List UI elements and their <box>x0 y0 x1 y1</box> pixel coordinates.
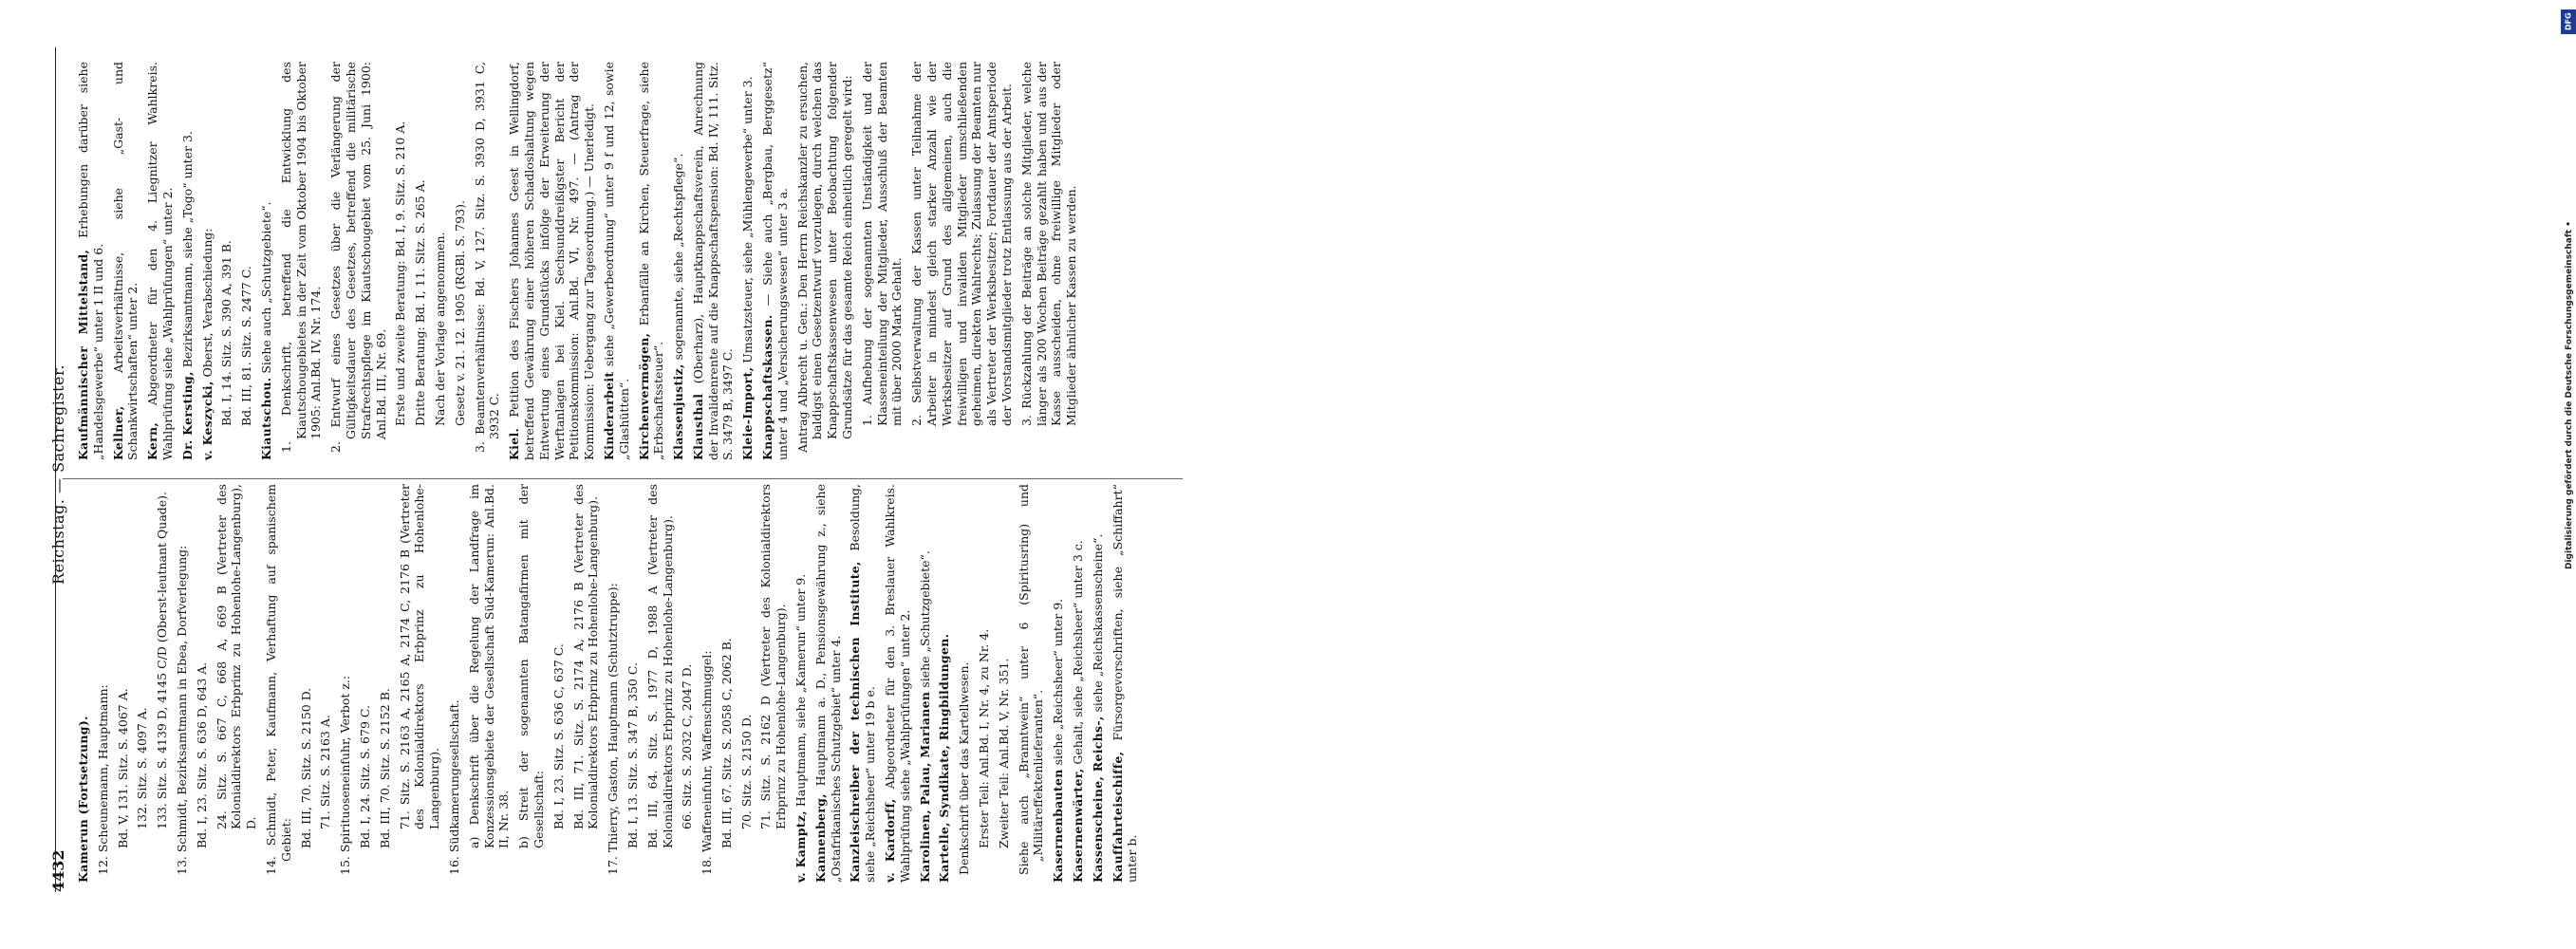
index-keyword: Dr. Kersting, <box>179 371 195 460</box>
index-entry: 18. Waffeneinfuhr, Waffenschmuggel: <box>700 650 715 875</box>
index-entry: 13. Schmidt, Bezirksamtmann in Ebea, Dorfverlegung: <box>174 545 189 875</box>
index-entry: Bd. III, 70. Sitz. S. 2152 B. <box>377 688 392 848</box>
index-keyword: Kaufmännischer Mittelstand, <box>76 249 90 460</box>
index-entry: Bd. V, 131. Sitz. S. 4067 A. <box>115 688 130 848</box>
index-entry: Siehe auch „Branntwein“ unter 6 (Spiritusring) und „Militäreffektenlieferanten“. <box>1016 484 1046 875</box>
index-entry: Kanzleischreiber der technischen Institute, Besoldung, siehe „Reichsheer“ unter 19 b e. <box>848 484 878 883</box>
index-entry: Nach der Vorlage angenommen. <box>432 232 447 426</box>
index-entry: Kannenberg, Hauptmann a. D., Pensionsgewährung z., siehe „Ostafrikanisches Schutzgebiet“ unter 4. <box>812 484 843 883</box>
index-entry: Kauffahrteischiffe, Fürsorgevorschriften, siehe „Schiffahrt“ unter b. <box>1110 484 1140 883</box>
index-entry: 24. Sitz. S. 667 C, 668 A, 669 B (Vertreter des Kolonialdirektors Erbprinz zu Hohenlohe-Langenburg), D. <box>214 484 259 829</box>
index-entry <box>937 484 952 883</box>
index-keyword: Kiel. <box>507 427 522 460</box>
index-entry: 3. Beamtenverhältnisse: Bd. V, 127. Sitz. S. 3930 D, 3931 C, 3932 C. <box>472 62 502 453</box>
index-entry: 15. Spirituoseneinfuhr, Verbot z.: <box>338 675 353 875</box>
index-keyword: Kannenberg, <box>812 793 828 883</box>
index-entry: Zweiter Teil: Anl.Bd. V, Nr. 351. <box>996 658 1011 848</box>
index-entry: Kinderarbeit siehe „Gewerbeordnung“ unter 9 f und 12, sowie „Glashütten“. <box>601 62 631 460</box>
index-entry: Bd. III, 64. Sitz. S. 1977 D, 1988 A (Vertreter des Kolonialdirektors Erbprinz zu Hohenlohe-Langenburg). <box>644 484 675 848</box>
index-entry: Kiel. Petition des Fischers Johannes Geest in Wellingdorf, betreffend Gewährung einer höheren Schadloshaltung wegen Entwertung eines Grundstücks infolge der Erweiterung der Werftanlagen bei Kiel. Sechsunddreißigster Bericht der Petitionskommission: Anl.Bd. VI, Nr. 497. — (Antrag der Kommission: Uebergang zur Tagesordnung.) — Unerledigt. <box>507 62 597 460</box>
index-keyword: Kellner, <box>110 405 125 460</box>
index-entry: 71. Sitz. S. 2163 A, 2165 A, 2174 C, 2176 B (Vertreter des Kolonialdirektors Erbprinz zu Hohenlohe-Langenburg). <box>397 484 442 829</box>
index-keyword: Knappschaftskassen. <box>760 314 775 460</box>
index-entry: Kasernenwärter, Gehalt, siehe „Reichsheer“ unter 3 c. <box>1071 540 1086 883</box>
index-entry: Kellner, Arbeitsverhältnisse, siehe „Gast- und Schankwirtschaften“ unter 2. <box>110 62 140 460</box>
index-entry: Bd. III, 81. Sitz. S. 2477 C. <box>239 266 254 426</box>
index-keyword: Kassenscheine, Reichs-, <box>1090 716 1105 883</box>
index-entry: a) Denkschrift über die Regelung der Landfrage im Konzessionsgebiete der Gesellschaft Süd-Kamerun: Anl.Bd. II, Nr. 38. <box>466 484 512 848</box>
index-entry: Bd. I, 13. Sitz. S. 347 B, 350 C. <box>625 662 640 848</box>
index-entry: Bd. I, 24. Sitz. S. 679 C. <box>357 705 372 848</box>
index-entry: v. Keszycki, Oberst, Verabschiedung: <box>199 228 215 460</box>
index-entry: Antrag Albrecht u. Gen.: Den Herrn Reichskanzler zu ersuchen, baldigst einen Gesetzentwurf vorzulegen, durch welchen das Knappschaftskassenwesen unter Beobachtung folgender Grundsätze für das gesamte Reich einheitlich geregelt wird: <box>794 62 855 453</box>
index-entry: Kassenscheine, Reichs-, siehe „Reichskassenscheine“. <box>1090 533 1105 883</box>
index-keyword: Karolinen, Palau, Marianen <box>917 691 932 883</box>
index-keyword: Kasernenwärter, <box>1071 768 1086 883</box>
index-entry: Bd. III, 71. Sitz. S. 2174 A, 2176 B (Vertreter des Kolonialdirektors Erbprinz zu Hohenlohe-Langenburg). <box>570 484 601 829</box>
side-strip <box>1272 0 2574 949</box>
index-entry: Denkschrift über das Kartellwesen. <box>957 661 972 875</box>
index-entry: 1. Denkschrift, betreffend die Entwicklung des Kiautschougebietes in der Zeit vom Oktober 1904 bis Oktober 1905: Anl.Bd. IV, Nr. 174. <box>278 62 324 453</box>
index-entry: Bd. III, 67. Sitz. S. 2058 C, 2062 B. <box>719 638 734 848</box>
index-entry: Kleie-Import, Umsatzsteuer, siehe „Mühlengewerbe“ unter 3. <box>740 76 756 460</box>
index-entry: 14. Schmidt, Peter, Kaufmann, Verhaftung auf spanischem Gebiet: <box>263 484 293 875</box>
index-entry: 12. Scheunemann, Hauptmann: <box>95 684 110 875</box>
index-entry: Klausthal (Oberharz), Hauptknappschaftsverein, Anrechnung der Invalidenrente auf die Knappschaftspension: Bd. IV, 111. Sitz. S. 3479 B, 3497 C. <box>690 62 736 460</box>
index-entry: 16. Südkamerungesellschaft. <box>446 699 461 875</box>
index-entry: b) Streit der sogenannten Batangafirmen mit der Gesellschaft: <box>516 484 546 848</box>
index-entry: 1. Aufhebung der sogenannten Unständigkeit und der Klasseneinteilung der Mitglieder, Ausschluß der Beamten mit über 2000 Mark Gehalt. <box>859 62 905 426</box>
index-keyword: Kartelle, Syndikate, Ringbildungen. <box>937 633 952 883</box>
right-column <box>76 62 1084 460</box>
index-entry: Kasernenbauten siehe „Reichsheer“ unter 9. <box>1051 598 1066 883</box>
index-keyword: Kasernenbauten <box>1051 769 1066 883</box>
index-keyword: Klassenjustiz, <box>671 363 686 460</box>
header-rule <box>55 47 56 892</box>
index-entry: Dr. Kersting, Bezirksamtmann, siehe „Togo“ unter 3. <box>179 131 195 460</box>
index-entry: Knappschaftskassen. — Siehe auch „Bergbau, Berggesetz“ unter 4 und „Versicherungswesen“ unter 3 a. <box>760 62 790 460</box>
index-entry: Kirchenvermögen, Erbanfälle an Kirchen, Steuerfrage, siehe „Erbschaftssteuer“. <box>636 62 666 460</box>
index-entry: 3. Rückzahlung der Beiträge an solche Mitglieder, welche länger als 200 Wochen Beiträge gezahlt haben und aus der Kasse ausscheiden, ohne freiwillige Mitglieder oder Mitglieder ähnlicher Kassen zu werden. <box>1018 62 1079 426</box>
index-entry: Dritte Beratung: Bd. I, 11. Sitz. S. 265 A. <box>413 179 428 426</box>
index-entry: v. Kamptz, Hauptmann, siehe „Kamerun“ unter 9. <box>793 573 809 883</box>
index-entry: Bd. I, 14. Sitz. S. 390 A, 391 B. <box>219 240 234 426</box>
column-divider <box>63 478 1183 479</box>
index-keyword: Kauffahrteischiffe, <box>1110 751 1125 883</box>
index-entry: Gesetz v. 21. 12. 1905 (RGBl. S. 793). <box>452 200 467 426</box>
index-keyword: Kirchenvermögen, <box>636 332 651 460</box>
page-number: 4432 <box>49 849 67 892</box>
digitization-note: Digitalisierung gefördert durch die Deutsche Forschungsgemeinschaft • <box>2565 221 2574 569</box>
index-entry: Klassenjustiz, sogenannte, siehe „Rechtspflege“. <box>671 153 686 460</box>
index-entry: Kern, Abgeordneter für den 4. Liegnitzer Wahlkreis. Wahlprüfung siehe „Wahlprüfungen“ unter 2. <box>145 62 175 460</box>
index-entry: 71. Sitz. S. 2163 A. <box>318 715 333 829</box>
index-keyword: Kleie-Import, <box>740 366 756 460</box>
index-keyword: Kiautschou. <box>258 377 273 460</box>
index-keyword: v. Kamptz, <box>793 810 809 883</box>
index-entry: 66. Sitz. S. 2032 C, 2047 D. <box>680 663 695 829</box>
index-entry: Bd. III, 70. Sitz. S. 2150 D. <box>298 687 313 848</box>
index-entry: Kamerun (Fortsetzung). <box>76 716 90 883</box>
dfg-logo-icon: DFG <box>2561 9 2576 34</box>
index-entry: Bd. I, 23. Sitz. S. 636 D, 643 A. <box>194 661 209 848</box>
index-entry: 133. Sitz. S. 4139 D, 4145 C/D (Oberst-leutnant Quade). <box>155 491 170 829</box>
index-entry: Kaufmännischer Mittelstand, Erhebungen darüber siehe „Handelsgewerbe“ unter 1 II und 6. <box>76 62 105 460</box>
index-keyword: Kern, <box>145 421 160 460</box>
index-entry: 70. Sitz. S. 2150 D. <box>738 714 754 829</box>
index-keyword: Klausthal <box>690 393 705 460</box>
index-entry: Karolinen, Palau, Marianen siehe „Schutzgebiete“. <box>917 550 932 883</box>
index-keyword: Kinderarbeit <box>601 371 616 460</box>
index-entry: Kiautschou. Siehe auch „Schutzgebiete“. <box>258 201 273 460</box>
page-header <box>38 0 76 949</box>
index-entry: Bd. I, 23. Sitz. S. 636 C, 637 C. <box>551 643 566 829</box>
left-column <box>76 484 1145 883</box>
index-entry: 132. Sitz. S. 4097 A. <box>135 707 150 829</box>
index-entry: 71. Sitz. S. 2162 D (Vertreter des Kolonialdirektors Erbprinz zu Hohenlohe-Langenburg). <box>758 484 789 829</box>
index-entry: v. Kardorff, Abgeordneter für den 3. Breslauer Wahlkreis. Wahlprüfung siehe „Wahlprüfungen“ unter 2. <box>883 484 912 883</box>
running-title: Reichstag. — Sachregister. <box>49 364 67 585</box>
index-keyword: Kanzleischreiber der technischen Institute, <box>848 561 863 883</box>
index-keyword: v. Keszycki, <box>199 381 215 460</box>
index-entry: Erste und zweite Beratung: Bd. I, 9. Sitz. S. 210 A. <box>393 121 408 426</box>
index-entry: 2. Entwurf eines Gesetzes über die Verlängerung der Gültigkeitsdauer des Gesetzes, betreffend die militärische Strafrechtspflege im Kiautschougebiet vom 25. Juni 1900: Anl.Bd. III, Nr. 69. <box>328 62 388 453</box>
index-entry: 2. Selbstverwaltung der Kassen unter Teilnahme der Arbeiter in mindest gleich starker Anzahl wie der Werksbesitzer auf Grund des allgemeinen, auch die freiwilligen und invaliden Mitglieder umschließenden geheimen, direkten Wahlrechts; Zulassung der Beamten nur als Vertreter der Werksbesitzer; Fortdauer der Amtsperiode der Vorstandsmitglieder trotz Entlassung aus der Arbeit. <box>909 62 1015 426</box>
index-entry: Erster Teil: Anl.Bd. I, Nr. 4, zu Nr. 4. <box>977 628 992 848</box>
index-entry: 17. Thierry, Gaston, Hauptmann (Schutztruppe): <box>606 583 621 875</box>
index-keyword: v. Kardorff, <box>883 798 898 883</box>
